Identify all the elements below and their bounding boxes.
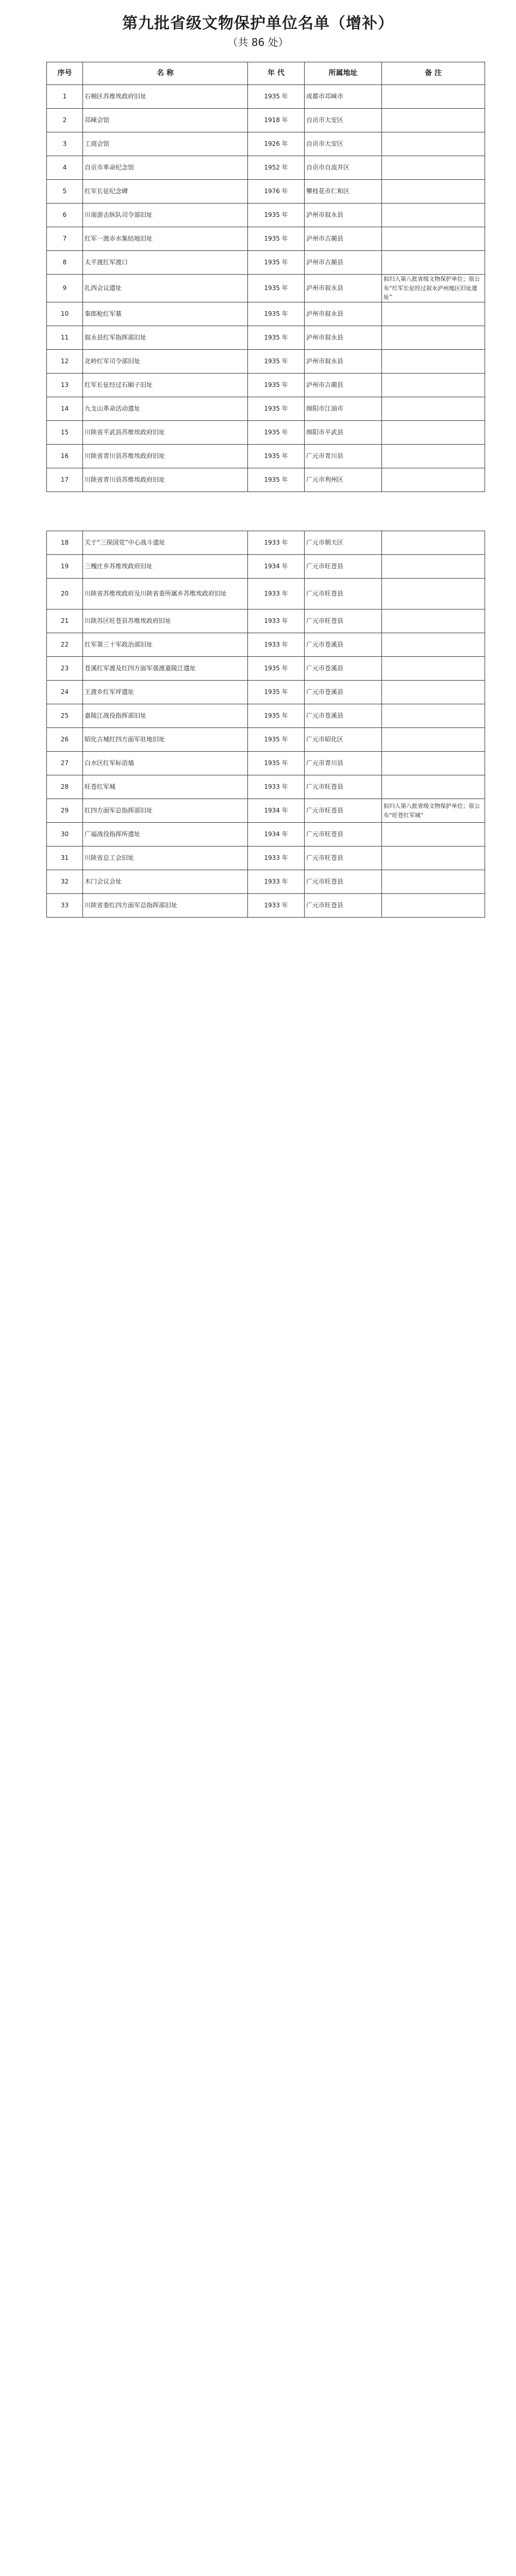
site-name: 秦郎枪红军墓 — [83, 302, 248, 326]
site-year: 1935 年 — [248, 373, 305, 397]
page-subtitle: （共 86 处） — [227, 36, 289, 48]
site-year: 1933 年 — [248, 579, 305, 609]
site-name: 王渡乡红军坪遗址 — [83, 681, 248, 704]
site-address: 广元市旺苍县 — [305, 775, 382, 799]
site-note — [382, 555, 485, 579]
table-row — [47, 633, 485, 657]
table-row — [47, 823, 485, 846]
table-row — [47, 870, 485, 894]
site-note — [382, 109, 485, 132]
site-name: 红军一渡赤水集结地旧址 — [83, 227, 248, 251]
site-year: 1934 年 — [248, 799, 305, 823]
site-year: 1935 年 — [248, 251, 305, 275]
table-row — [47, 775, 485, 799]
site-address: 泸州市古蔺县 — [305, 373, 382, 397]
site-address: 广元市旺苍县 — [305, 555, 382, 579]
site-year: 1933 年 — [248, 894, 305, 918]
row-number: 4 — [47, 156, 83, 180]
site-year: 1952 年 — [248, 156, 305, 180]
site-year: 1935 年 — [248, 444, 305, 468]
site-year: 1976 年 — [248, 180, 305, 204]
site-note — [382, 681, 485, 704]
site-year: 1933 年 — [248, 870, 305, 894]
site-address: 攀枝花市仁和区 — [305, 180, 382, 204]
site-name: 叙永县红军指挥部旧址 — [83, 326, 248, 349]
site-name: 红军第三十军政治部旧址 — [83, 633, 248, 657]
site-name: 川陕省平武县苏维埃政府旧址 — [83, 420, 248, 444]
site-note — [382, 704, 485, 728]
site-name: 昭化古城红四方面军驻地旧址 — [83, 728, 248, 752]
row-number: 13 — [47, 373, 83, 397]
table-row — [47, 894, 485, 918]
site-note — [382, 468, 485, 492]
table-row — [47, 85, 485, 109]
site-year: 1918 年 — [248, 109, 305, 132]
site-address: 广元市苍溪县 — [305, 657, 382, 681]
row-number: 16 — [47, 444, 83, 468]
header-name: 名 称 — [83, 62, 248, 85]
site-address: 广元市苍溪县 — [305, 681, 382, 704]
site-name: 红四方面军总指挥部旧址 — [83, 799, 248, 823]
row-number: 10 — [47, 302, 83, 326]
row-number: 8 — [47, 251, 83, 275]
table-row — [47, 109, 485, 132]
row-number: 1 — [47, 85, 83, 109]
site-year: 1935 年 — [248, 728, 305, 752]
site-name: 北岭红军司令部旧址 — [83, 349, 248, 373]
site-address: 自贡市自流井区 — [305, 156, 382, 180]
site-note — [382, 894, 485, 918]
site-address: 泸州市叙永县 — [305, 204, 382, 227]
site-year: 1935 年 — [248, 752, 305, 775]
row-number: 12 — [47, 349, 83, 373]
site-address: 广元市苍溪县 — [305, 704, 382, 728]
site-name: 九支山革命活动遗址 — [83, 397, 248, 420]
row-number: 18 — [47, 531, 83, 555]
row-number: 31 — [47, 846, 83, 870]
site-year: 1935 年 — [248, 420, 305, 444]
table-row — [47, 752, 485, 775]
site-note — [382, 728, 485, 752]
site-year: 1935 年 — [248, 657, 305, 681]
site-name: 川陕省委红四方面军总指挥部旧址 — [83, 894, 248, 918]
table-row — [47, 555, 485, 579]
table-row — [47, 681, 485, 704]
site-address: 广元市青川县 — [305, 752, 382, 775]
table-row — [47, 579, 485, 609]
site-year: 1935 年 — [248, 397, 305, 420]
table-row — [47, 326, 485, 349]
row-number: 20 — [47, 579, 83, 609]
table-row — [47, 420, 485, 444]
site-address: 成都市邛崃市 — [305, 85, 382, 109]
row-number: 2 — [47, 109, 83, 132]
row-number: 33 — [47, 894, 83, 918]
site-note — [382, 302, 485, 326]
row-number: 24 — [47, 681, 83, 704]
site-name: 川陕省总工会旧址 — [83, 846, 248, 870]
site-note: 拟归入第八批省级文物保护单位；原公布“旺苍红军城” — [382, 799, 485, 823]
row-number: 19 — [47, 555, 83, 579]
site-name: 苍溪红军渡及红四方面军强渡嘉陵江遗址 — [83, 657, 248, 681]
site-year: 1935 年 — [248, 227, 305, 251]
site-name: 三槐庄乡苏维埃政府旧址 — [83, 555, 248, 579]
table-row — [47, 609, 485, 633]
site-note — [382, 657, 485, 681]
site-name: 川陕省青川县苏维埃政府旧址 — [83, 468, 248, 492]
row-number: 15 — [47, 420, 83, 444]
site-address: 广元市旺苍县 — [305, 846, 382, 870]
site-year: 1933 年 — [248, 633, 305, 657]
site-year: 1935 年 — [248, 275, 305, 302]
site-note — [382, 609, 485, 633]
site-name: 红军长征纪念碑 — [83, 180, 248, 204]
table-row — [47, 132, 485, 156]
site-year: 1934 年 — [248, 823, 305, 846]
site-name: 川南游击纵队司令部旧址 — [83, 204, 248, 227]
row-number: 28 — [47, 775, 83, 799]
site-name: 白水区红军标语墙 — [83, 752, 248, 775]
heritage-table-1 — [46, 62, 485, 492]
table-row — [47, 156, 485, 180]
row-number: 25 — [47, 704, 83, 728]
site-year: 1933 年 — [248, 531, 305, 555]
row-number: 3 — [47, 132, 83, 156]
site-name: 木门会议会址 — [83, 870, 248, 894]
site-name: 红军长征经过石厢子旧址 — [83, 373, 248, 397]
site-address: 广元市旺苍县 — [305, 579, 382, 609]
site-address: 泸州市叙永县 — [305, 326, 382, 349]
site-year: 1926 年 — [248, 132, 305, 156]
header-year: 年 代 — [248, 62, 305, 85]
header-no: 序号 — [47, 62, 83, 85]
site-note — [382, 156, 485, 180]
site-name: 川陕省青川县苏维埃政府旧址 — [83, 444, 248, 468]
header-address: 所属地址 — [305, 62, 382, 85]
table-row — [47, 444, 485, 468]
table-row — [47, 657, 485, 681]
site-note — [382, 846, 485, 870]
site-note — [382, 85, 485, 109]
site-year: 1935 年 — [248, 204, 305, 227]
site-note — [382, 132, 485, 156]
site-address: 自贡市大安区 — [305, 132, 382, 156]
row-number: 22 — [47, 633, 83, 657]
site-address: 绵阳市江油市 — [305, 397, 382, 420]
site-name: 扎西会议遗址 — [83, 275, 248, 302]
site-note — [382, 251, 485, 275]
table-row — [47, 704, 485, 728]
site-address: 泸州市叙永县 — [305, 302, 382, 326]
table-row — [47, 397, 485, 420]
site-address: 广元市旺苍县 — [305, 609, 382, 633]
site-name: 旺苍红军城 — [83, 775, 248, 799]
row-number: 27 — [47, 752, 83, 775]
row-number: 21 — [47, 609, 83, 633]
site-year: 1935 年 — [248, 681, 305, 704]
site-note — [382, 444, 485, 468]
table-row — [47, 180, 485, 204]
site-address: 泸州市古蔺县 — [305, 251, 382, 275]
row-number: 23 — [47, 657, 83, 681]
site-note — [382, 633, 485, 657]
row-number: 26 — [47, 728, 83, 752]
table-row — [47, 204, 485, 227]
site-name: 邛崃会馆 — [83, 109, 248, 132]
table-row — [47, 799, 485, 823]
site-name: 关于“三保国党”中心战斗遗址 — [83, 531, 248, 555]
site-name: 广福战役指挥所遗址 — [83, 823, 248, 846]
site-year: 1935 年 — [248, 326, 305, 349]
site-year: 1935 年 — [248, 704, 305, 728]
site-note — [382, 397, 485, 420]
site-year: 1935 年 — [248, 349, 305, 373]
row-number: 30 — [47, 823, 83, 846]
table-row — [47, 846, 485, 870]
table-row — [47, 373, 485, 397]
site-note — [382, 775, 485, 799]
row-number: 29 — [47, 799, 83, 823]
site-name: 川陕省苏维埃政府及川陕省委所属乡苏维埃政府旧址 — [83, 579, 248, 609]
site-note — [382, 823, 485, 846]
site-address: 广元市旺苍县 — [305, 870, 382, 894]
site-note — [382, 420, 485, 444]
site-address: 泸州市古蔺县 — [305, 227, 382, 251]
row-number: 9 — [47, 275, 83, 302]
site-note — [382, 227, 485, 251]
site-note — [382, 531, 485, 555]
table-row — [47, 302, 485, 326]
table-row — [47, 251, 485, 275]
row-number: 11 — [47, 326, 83, 349]
table-row — [47, 227, 485, 251]
site-note — [382, 349, 485, 373]
site-address: 广元市青川县 — [305, 444, 382, 468]
site-note — [382, 204, 485, 227]
heritage-table-2 — [46, 531, 485, 918]
header-note: 备 注 — [382, 62, 485, 85]
site-note — [382, 326, 485, 349]
site-address: 泸州市叙永县 — [305, 275, 382, 302]
table-body-2 — [47, 531, 485, 918]
table-body-1 — [47, 85, 485, 492]
site-note: 拟归入第八批省级文物保护单位；原公布“红军长征经过叙永泸州地区旧址遗址” — [382, 275, 485, 302]
site-note — [382, 373, 485, 397]
site-year: 1935 年 — [248, 468, 305, 492]
table-row — [47, 728, 485, 752]
table-row — [47, 349, 485, 373]
row-number: 7 — [47, 227, 83, 251]
site-note — [382, 579, 485, 609]
site-year: 1933 年 — [248, 609, 305, 633]
site-address: 广元市旺苍县 — [305, 894, 382, 918]
site-note — [382, 180, 485, 204]
site-name: 嘉陵江战役指挥部旧址 — [83, 704, 248, 728]
site-note — [382, 870, 485, 894]
site-year: 1933 年 — [248, 846, 305, 870]
site-note — [382, 752, 485, 775]
table-row — [47, 468, 485, 492]
site-address: 广元市昭化区 — [305, 728, 382, 752]
site-name: 工商会馆 — [83, 132, 248, 156]
row-number: 5 — [47, 180, 83, 204]
site-year: 1933 年 — [248, 775, 305, 799]
site-year: 1935 年 — [248, 302, 305, 326]
site-address: 广元市旺苍县 — [305, 799, 382, 823]
site-name: 川陕苏区旺苍县苏维埃政府旧址 — [83, 609, 248, 633]
row-number: 6 — [47, 204, 83, 227]
row-number: 17 — [47, 468, 83, 492]
site-address: 绵阳市平武县 — [305, 420, 382, 444]
site-name: 自贡市革命纪念馆 — [83, 156, 248, 180]
table-row — [47, 275, 485, 302]
site-name: 石棉区苏维埃政府旧址 — [83, 85, 248, 109]
site-name: 太平渡红军渡口 — [83, 251, 248, 275]
site-year: 1934 年 — [248, 555, 305, 579]
site-address: 广元市朝天区 — [305, 531, 382, 555]
row-number: 32 — [47, 870, 83, 894]
site-year: 1935 年 — [248, 85, 305, 109]
site-address: 自贡市大安区 — [305, 109, 382, 132]
site-address: 广元市利州区 — [305, 468, 382, 492]
page-title: 第九批省级文物保护单位名单（增补） — [122, 14, 394, 32]
site-address: 广元市苍溪县 — [305, 633, 382, 657]
row-number: 14 — [47, 397, 83, 420]
site-address: 泸州市叙永县 — [305, 349, 382, 373]
site-address: 广元市旺苍县 — [305, 823, 382, 846]
table-row — [47, 531, 485, 555]
